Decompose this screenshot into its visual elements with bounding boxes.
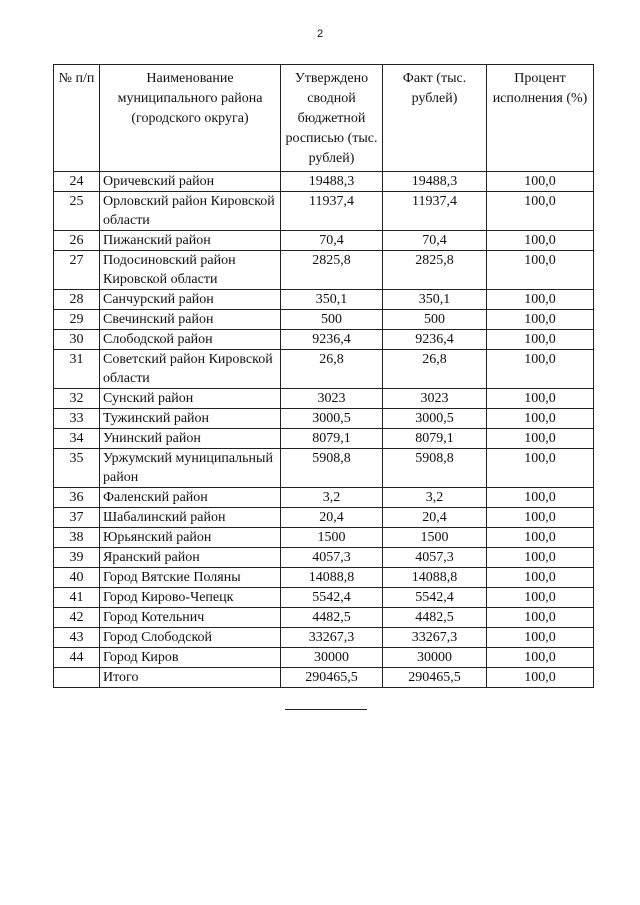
cell-fact: 5908,8 bbox=[383, 449, 487, 488]
cell-approved: 8079,1 bbox=[281, 429, 383, 449]
cell-num: 25 bbox=[54, 192, 100, 231]
cell-num: 43 bbox=[54, 628, 100, 648]
cell-approved: 1500 bbox=[281, 528, 383, 548]
cell-percent: 100,0 bbox=[487, 330, 594, 350]
cell-num: 32 bbox=[54, 389, 100, 409]
table-row bbox=[54, 568, 594, 588]
cell-name: Унинский район bbox=[100, 429, 281, 449]
table-row bbox=[54, 330, 594, 350]
table-row bbox=[54, 588, 594, 608]
cell-percent: 100,0 bbox=[487, 608, 594, 628]
cell-num: 31 bbox=[54, 350, 100, 389]
table-row bbox=[54, 608, 594, 628]
cell-name: Город Киров bbox=[100, 648, 281, 668]
cell-fact: 19488,3 bbox=[383, 172, 487, 192]
cell-name: Свечинский район bbox=[100, 310, 281, 330]
table-row bbox=[54, 548, 594, 568]
cell-approved: 30000 bbox=[281, 648, 383, 668]
cell-percent: 100,0 bbox=[487, 488, 594, 508]
cell-fact: 11937,4 bbox=[383, 192, 487, 231]
table-row bbox=[54, 310, 594, 330]
cell-fact: 3000,5 bbox=[383, 409, 487, 429]
cell-fact: 33267,3 bbox=[383, 628, 487, 648]
cell-approved: 9236,4 bbox=[281, 330, 383, 350]
cell-fact: 14088,8 bbox=[383, 568, 487, 588]
cell-num: 35 bbox=[54, 449, 100, 488]
cell-name: Санчурский район bbox=[100, 290, 281, 310]
cell-percent: 100,0 bbox=[487, 290, 594, 310]
cell-approved: 3000,5 bbox=[281, 409, 383, 429]
cell-fact: 9236,4 bbox=[383, 330, 487, 350]
cell-name: Город Слободской bbox=[100, 628, 281, 648]
table-row bbox=[54, 488, 594, 508]
table-row bbox=[54, 429, 594, 449]
cell-approved: 70,4 bbox=[281, 231, 383, 251]
cell-name: Слободской район bbox=[100, 330, 281, 350]
cell-name: Подосиновский район Кировской области bbox=[100, 251, 281, 290]
cell-percent: 100,0 bbox=[487, 231, 594, 251]
cell-fact: 500 bbox=[383, 310, 487, 330]
cell-approved: 19488,3 bbox=[281, 172, 383, 192]
cell-percent: 100,0 bbox=[487, 389, 594, 409]
cell-name: Яранский район bbox=[100, 548, 281, 568]
table-row bbox=[54, 290, 594, 310]
cell-fact: 1500 bbox=[383, 528, 487, 548]
cell-fact: 4057,3 bbox=[383, 548, 487, 568]
table-row bbox=[54, 508, 594, 528]
header-percent: Процент исполнения (%) bbox=[487, 65, 594, 172]
cell-approved: 33267,3 bbox=[281, 628, 383, 648]
table-row bbox=[54, 409, 594, 429]
table-row bbox=[54, 231, 594, 251]
cell-num: 37 bbox=[54, 508, 100, 528]
cell-approved: 20,4 bbox=[281, 508, 383, 528]
cell-percent: 100,0 bbox=[487, 409, 594, 429]
cell-approved: 11937,4 bbox=[281, 192, 383, 231]
cell-percent: 100,0 bbox=[487, 192, 594, 231]
cell-approved: 4057,3 bbox=[281, 548, 383, 568]
cell-approved: 26,8 bbox=[281, 350, 383, 389]
cell-name: Оричевский район bbox=[100, 172, 281, 192]
cell-percent: 100,0 bbox=[487, 528, 594, 548]
cell-fact: 3,2 bbox=[383, 488, 487, 508]
cell-name: Орловский район Кировской области bbox=[100, 192, 281, 231]
cell-approved: 5542,4 bbox=[281, 588, 383, 608]
total-cell-name: Итого bbox=[100, 668, 281, 688]
cell-name: Советский район Кировской области bbox=[100, 350, 281, 389]
table-header-row bbox=[54, 65, 594, 172]
total-cell-num bbox=[54, 668, 100, 688]
cell-num: 24 bbox=[54, 172, 100, 192]
cell-num: 27 bbox=[54, 251, 100, 290]
cell-name: Юрьянский район bbox=[100, 528, 281, 548]
cell-num: 39 bbox=[54, 548, 100, 568]
cell-fact: 26,8 bbox=[383, 350, 487, 389]
cell-approved: 2825,8 bbox=[281, 251, 383, 290]
budget-table bbox=[53, 64, 594, 688]
cell-num: 40 bbox=[54, 568, 100, 588]
cell-num: 33 bbox=[54, 409, 100, 429]
cell-approved: 3,2 bbox=[281, 488, 383, 508]
table-row bbox=[54, 648, 594, 668]
cell-percent: 100,0 bbox=[487, 568, 594, 588]
total-cell-percent: 100,0 bbox=[487, 668, 594, 688]
cell-fact: 350,1 bbox=[383, 290, 487, 310]
cell-approved: 350,1 bbox=[281, 290, 383, 310]
cell-fact: 70,4 bbox=[383, 231, 487, 251]
table-row bbox=[54, 449, 594, 488]
header-name: Наименование муниципального района (городского округа) bbox=[100, 65, 281, 172]
cell-num: 41 bbox=[54, 588, 100, 608]
cell-percent: 100,0 bbox=[487, 588, 594, 608]
cell-fact: 20,4 bbox=[383, 508, 487, 528]
cell-name: Сунский район bbox=[100, 389, 281, 409]
table-row bbox=[54, 192, 594, 231]
cell-fact: 5542,4 bbox=[383, 588, 487, 608]
table-row bbox=[54, 528, 594, 548]
cell-approved: 5908,8 bbox=[281, 449, 383, 488]
end-divider bbox=[285, 709, 367, 710]
cell-fact: 4482,5 bbox=[383, 608, 487, 628]
cell-name: Тужинский район bbox=[100, 409, 281, 429]
table-body bbox=[54, 172, 594, 688]
cell-approved: 3023 bbox=[281, 389, 383, 409]
table-row bbox=[54, 389, 594, 409]
cell-percent: 100,0 bbox=[487, 628, 594, 648]
total-row bbox=[54, 668, 594, 688]
table-row bbox=[54, 350, 594, 389]
page-number: 2 bbox=[316, 28, 324, 40]
cell-num: 26 bbox=[54, 231, 100, 251]
table-row bbox=[54, 251, 594, 290]
cell-num: 42 bbox=[54, 608, 100, 628]
cell-percent: 100,0 bbox=[487, 648, 594, 668]
total-cell-approved: 290465,5 bbox=[281, 668, 383, 688]
cell-fact: 2825,8 bbox=[383, 251, 487, 290]
cell-percent: 100,0 bbox=[487, 310, 594, 330]
cell-percent: 100,0 bbox=[487, 508, 594, 528]
total-cell-fact: 290465,5 bbox=[383, 668, 487, 688]
cell-name: Город Кирово-Чепецк bbox=[100, 588, 281, 608]
cell-percent: 100,0 bbox=[487, 449, 594, 488]
cell-name: Фаленский район bbox=[100, 488, 281, 508]
cell-percent: 100,0 bbox=[487, 251, 594, 290]
header-num: № п/п bbox=[54, 65, 100, 172]
cell-fact: 30000 bbox=[383, 648, 487, 668]
table-row bbox=[54, 628, 594, 648]
cell-percent: 100,0 bbox=[487, 172, 594, 192]
cell-name: Шабалинский район bbox=[100, 508, 281, 528]
cell-num: 34 bbox=[54, 429, 100, 449]
cell-name: Пижанский район bbox=[100, 231, 281, 251]
cell-approved: 500 bbox=[281, 310, 383, 330]
cell-name: Уржумский муниципальный район bbox=[100, 449, 281, 488]
cell-fact: 8079,1 bbox=[383, 429, 487, 449]
header-approved: Утверждено сводной бюджетной росписью (тыс. рублей) bbox=[281, 65, 383, 172]
cell-name: Город Вятские Поляны bbox=[100, 568, 281, 588]
header-fact: Факт (тыс. рублей) bbox=[383, 65, 487, 172]
cell-num: 30 bbox=[54, 330, 100, 350]
cell-num: 38 bbox=[54, 528, 100, 548]
cell-num: 36 bbox=[54, 488, 100, 508]
cell-num: 29 bbox=[54, 310, 100, 330]
cell-num: 44 bbox=[54, 648, 100, 668]
cell-percent: 100,0 bbox=[487, 429, 594, 449]
cell-percent: 100,0 bbox=[487, 548, 594, 568]
cell-fact: 3023 bbox=[383, 389, 487, 409]
table-row bbox=[54, 172, 594, 192]
cell-num: 28 bbox=[54, 290, 100, 310]
cell-name: Город Котельнич bbox=[100, 608, 281, 628]
cell-approved: 4482,5 bbox=[281, 608, 383, 628]
cell-approved: 14088,8 bbox=[281, 568, 383, 588]
cell-percent: 100,0 bbox=[487, 350, 594, 389]
